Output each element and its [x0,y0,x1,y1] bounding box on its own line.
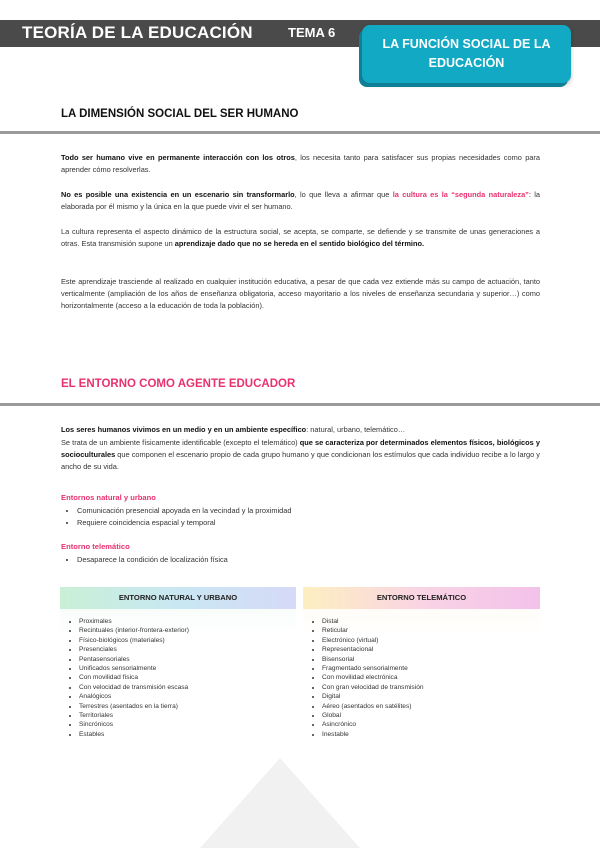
list-item: • Comunicación presencial apoyada en la vecindad y la proximidad [77,505,291,517]
list-item: • Requiere coincidencia espacial y temporal [77,517,291,529]
tema-label: TEMA 6 [288,25,336,40]
table-item: • Recintuales (interior-frontera-exterior) [79,626,296,635]
table-item: • Con movilidad electrónica [322,673,540,682]
subheading-telematico: Entorno telemático [61,542,130,551]
table-item: • Con gran velocidad de transmisión [322,683,540,692]
table-list-natural [60,617,296,739]
section-heading-entorno: EL ENTORNO COMO AGENTE EDUCADOR [61,378,296,390]
table-item: • Físico-biológicos (materiales) [79,636,296,645]
table-header-natural: ENTORNO NATURAL Y URBANO [60,587,296,609]
table-item: • Asincrónico [322,720,540,729]
paragraph-transmission [61,226,540,250]
paragraph-learning: Este aprendizaje trasciende al realizado en cualquier institución educativa, a pesar de que cada vez extiende más su campo de actuación, tanto verticalmente (ampliación de los años de enseñanza obligatoria, acceso mayoritario a los niveles de enseñanza secundaria y superior…) como horizontalmente (acceso a la educación de toda la población). [61,277,540,310]
table-item: • Estables [79,730,296,739]
table-item: • Analógicos [79,692,296,701]
watermark-shape [200,758,360,848]
paragraph-emphasis: aprendizaje dado que no se hereda en el sentido biológico del término. [174,239,425,248]
section-heading-dimension-social: LA DIMENSIÓN SOCIAL DEL SER HUMANO [61,108,299,120]
paragraph-interaction [61,152,540,176]
paragraph-text: La cultura representa el aspecto dinámico de la estructura social, se acepta, se comparte, se defiende y se transmite de unas generaciones a otras. Esta transmisión supone un [61,227,540,248]
table-item: • Reticular [322,626,540,635]
natural-list [61,505,291,529]
subheading-natural-urbano: Entornos natural y urbano [61,493,156,502]
table-item: • Presenciales [79,645,296,654]
paragraph-emphasis: No es posible una existencia en un escenario sin transformarlo [61,190,295,199]
paragraph-text: : la elaborada por él mismo y la única en la que puede vivir el ser humano. [61,190,541,211]
course-title: TEORÍA DE LA EDUCACIÓN [22,23,253,42]
table-item: • Con velocidad de transmisión escasa [79,683,296,692]
table-item: • Terrestres (asentados en la tierra) [79,702,296,711]
section-divider [0,131,600,134]
table-item: • Representacional [322,645,540,654]
table-natural-urbano [60,587,296,755]
paragraph-text: , lo que lleva a afirmar que [294,190,393,199]
table-item: • Digital [322,692,540,701]
table-item: • Distal [322,617,540,626]
table-item: • Con movilidad física [79,673,296,682]
paragraph-text: que componen el escenario propio de cada grupo humano y que condicionan los estímulos que cada individuo recibe a lo largo y ancho de su vida. [61,450,540,471]
paragraph-highlight: la cultura es la “segunda naturaleza” [392,190,529,199]
section-divider [0,403,600,406]
table-item: • Bisensorial [322,655,540,664]
list-item: • Desaparece la condición de localización física [77,554,228,566]
table-item: • Unificados sensorialmente [79,664,296,673]
table-item: • Pentasensoriales [79,655,296,664]
topic-badge [362,25,571,83]
paragraph-culture [61,189,540,213]
table-list-telematico [303,617,540,739]
table-item: • Sincrónicos [79,720,296,729]
table-item: • Fragmentado sensorialmente [322,664,540,673]
table-header-telematico: ENTORNO TELEMÁTICO [303,587,540,609]
table-item: • Territoriales [79,711,296,720]
table-item: • Aéreo (asentados en satélites) [322,702,540,711]
paragraph-ambient [61,437,540,473]
paragraph-text: : natural, urbano, telemático… [306,425,406,434]
table-item: • Global [322,711,540,720]
table-item: • Inestable [322,730,540,739]
paragraph-environment [61,424,540,436]
paragraph-emphasis: que se caracteriza por determinados elementos físicos, biológicos y socioculturales [61,438,540,459]
table-item: • Proximales [79,617,296,626]
paragraph-emphasis: Los seres humanos vivimos en un medio y en un ambiente específico [61,425,307,434]
table-item: • Electrónico (virtual) [322,636,540,645]
paragraph-emphasis: Todo ser humano vive en permanente interacción con los otros [61,153,295,162]
table-telematico [303,587,540,755]
telematic-list [61,554,228,566]
topic-title: LA FUNCIÓN SOCIAL DE LA EDUCACIÓN [382,37,551,70]
paragraph-text: Se trata de un ambiente físicamente identificable (excepto el telemático) [61,438,300,447]
paragraph-text: , los necesita tanto para satisfacer sus propias necesidades como para aprender cómo resolverlas. [61,153,540,174]
